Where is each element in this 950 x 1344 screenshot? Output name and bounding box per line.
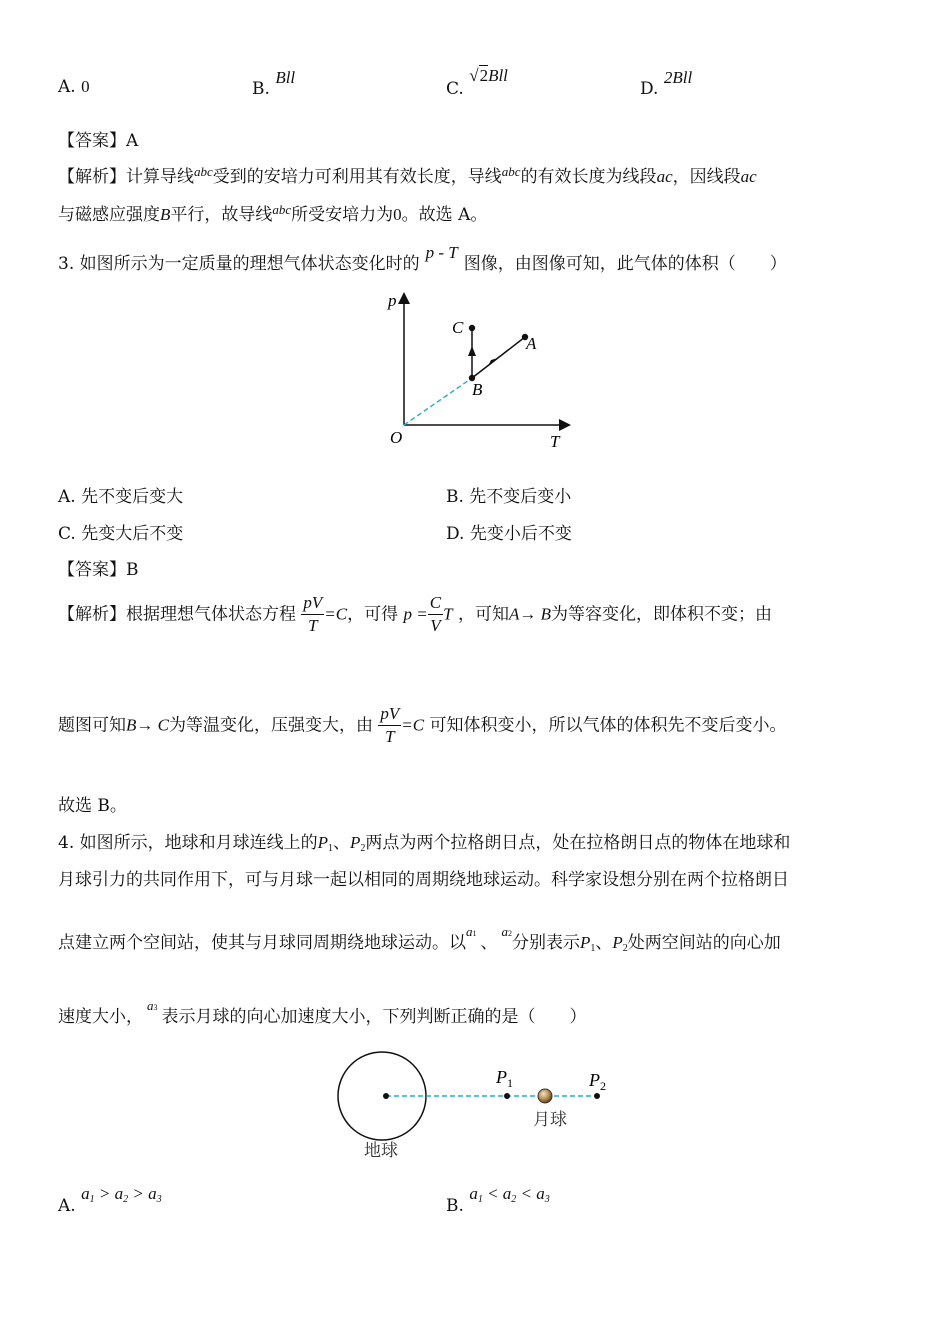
var-t: T (443, 604, 453, 624)
q4-stem-line3 (58, 924, 781, 954)
option-label: B. (446, 1196, 464, 1216)
denominator: T (385, 727, 395, 746)
axis-p-label: p (388, 291, 397, 310)
text: 所受安培力为 (291, 205, 394, 225)
earth-moon-figure (330, 1045, 630, 1165)
option-label: B. (252, 79, 270, 99)
text: 处两空间站的向心加 (627, 933, 781, 953)
text: 图像，由图像可知，此气体的体积（ ） (463, 254, 787, 274)
var-b: B (160, 205, 171, 224)
separator: 、 (480, 933, 498, 953)
q3-stem (58, 243, 787, 274)
q2-option-d (640, 68, 693, 99)
earth-label: 地球 (364, 1141, 398, 1161)
option-label: A. (58, 77, 76, 97)
q2-option-a (58, 77, 90, 97)
isochore-dashed-line (404, 378, 472, 425)
q3-answer: 【答案】B (58, 560, 139, 580)
sqrt-radicand: 2 (479, 66, 489, 85)
point-c (469, 325, 475, 331)
a-to-b: A→ B (508, 604, 551, 624)
b-to-c: B→ C (126, 715, 169, 735)
subscript: 2 (360, 843, 366, 854)
q4-option-a (58, 1184, 162, 1216)
text: 的有效长度为线段 (520, 167, 657, 187)
q4-stem-line2: 月球引力的共同作用下，可与月球一起以相同的周期绕地球运动。科学家设想分别在两个拉格朗日 (58, 870, 789, 890)
text: 【解析】根据理想气体状态方程 (58, 604, 296, 625)
q3-analysis-line1 (58, 592, 772, 637)
option-value: Bll (275, 68, 296, 87)
subscript: 1 (590, 943, 596, 954)
a-label: A (526, 334, 537, 353)
p2-point (594, 1093, 600, 1099)
origin-label: O (390, 428, 403, 447)
q3-option-d: D. 先变小后不变 (446, 524, 572, 544)
fraction-pv-over-t (378, 703, 401, 748)
var-p: P (612, 933, 623, 952)
var-ac: ac (656, 167, 673, 186)
q3-analysis-line3: 故选 B。 (58, 796, 127, 816)
text: ，可知 (457, 604, 509, 625)
text: 速度大小， (58, 1007, 143, 1027)
var-p: P (350, 833, 361, 852)
text: 可知体积变小，所以气体的体积先不变后变小。 (429, 715, 787, 736)
text: 3. 如图所示为一定质量的理想气体状态变化时的 (58, 254, 420, 274)
var-a3: a3 (147, 998, 158, 1013)
denominator: V (430, 616, 441, 635)
q3-option-c: C. 先变大后不变 (58, 524, 184, 544)
q4-option-b (446, 1184, 550, 1216)
separator: 、 (595, 933, 613, 953)
fraction-c-over-v (428, 592, 443, 637)
q3-option-a: A. 先不变后变大 (58, 487, 184, 507)
separator: 、 (333, 833, 351, 853)
text: ，因线段 (672, 167, 741, 187)
q3-analysis-line2 (58, 703, 787, 748)
q3-option-b: B. 先不变后变小 (446, 487, 572, 507)
b-label: B (472, 380, 483, 399)
var-p: P (580, 933, 591, 952)
var-abc: abc (272, 202, 292, 217)
p-eq: p = (403, 604, 428, 624)
q4-stem-line1 (58, 828, 790, 854)
axis-t-label: T (550, 432, 560, 451)
text: 为等容变化，即体积不变；由 (551, 604, 772, 625)
p1-label: $P_1$ (496, 1067, 513, 1090)
option-value: Bll (488, 66, 508, 85)
text: 为等温变化，压强变大，由 (168, 715, 373, 736)
subscript: 1 (328, 843, 334, 854)
text: ，可得 (347, 604, 399, 625)
fraction-pv-over-t (301, 592, 324, 637)
q2-answer: 【答案】A (58, 131, 139, 151)
option-label: A. (58, 1196, 76, 1216)
moon-label: 月球 (533, 1110, 567, 1130)
q2-analysis-line2 (58, 200, 487, 225)
denominator: T (308, 616, 318, 635)
bc-arrow-icon (468, 346, 476, 356)
text: 受到的安培力可利用其有效长度，导线 (212, 167, 502, 187)
value-zero: 0 (393, 205, 402, 224)
pt-label: p - T (425, 243, 458, 262)
q4-stem-line4 (58, 998, 587, 1027)
text: 分别表示 (512, 933, 580, 953)
text: 题图可知 (58, 715, 126, 736)
var-abc: abc (501, 164, 521, 179)
pt-graph (380, 290, 580, 455)
var-ac: ac (740, 167, 757, 186)
p2-label: $P_2$ (589, 1070, 606, 1093)
earth-center (383, 1093, 389, 1099)
text: 表示月球的向心加速度大小，下列判断正确的是（ ） (161, 1007, 587, 1027)
option-value: 2Bll (663, 68, 693, 87)
text: 4. 如图所示，地球和月球连线上的 (58, 833, 318, 853)
eq-c: =C (401, 715, 425, 735)
var-a1: a1 (466, 924, 477, 939)
option-expression: a1 > a2 > a3 (81, 1184, 162, 1205)
option-value: 0 (81, 77, 90, 96)
option-label: C. (446, 79, 464, 99)
text: 【解析】计算导线 (58, 167, 194, 187)
text: 点建立两个空间站，使其与月球同周期绕地球运动。以 (58, 933, 466, 953)
subscript: 2 (622, 943, 628, 954)
numerator: C (428, 592, 443, 615)
var-abc: abc (194, 164, 213, 179)
option-expression: a1 < a2 < a3 (469, 1184, 550, 1205)
var-p: P (317, 833, 329, 852)
option-label: D. (640, 79, 659, 99)
q2-option-b (252, 68, 296, 99)
q2-analysis-line1 (58, 162, 757, 187)
text: 平行，故导线 (170, 205, 273, 225)
ab-line (472, 337, 525, 378)
c-label: C (452, 318, 464, 337)
text: 。故选 A。 (401, 205, 488, 225)
numerator: pV (378, 703, 401, 726)
var-a2: a2 (501, 924, 512, 939)
eq-c: =C (324, 604, 348, 624)
text: 两点为两个拉格朗日点，处在拉格朗日点的物体在地球和 (365, 833, 791, 853)
p1-point (504, 1093, 510, 1099)
moon-icon (538, 1089, 552, 1103)
sqrt-sign: √ (469, 66, 479, 85)
q2-option-c (446, 66, 508, 99)
numerator: pV (301, 592, 324, 615)
text: 与磁感应强度 (58, 205, 160, 225)
